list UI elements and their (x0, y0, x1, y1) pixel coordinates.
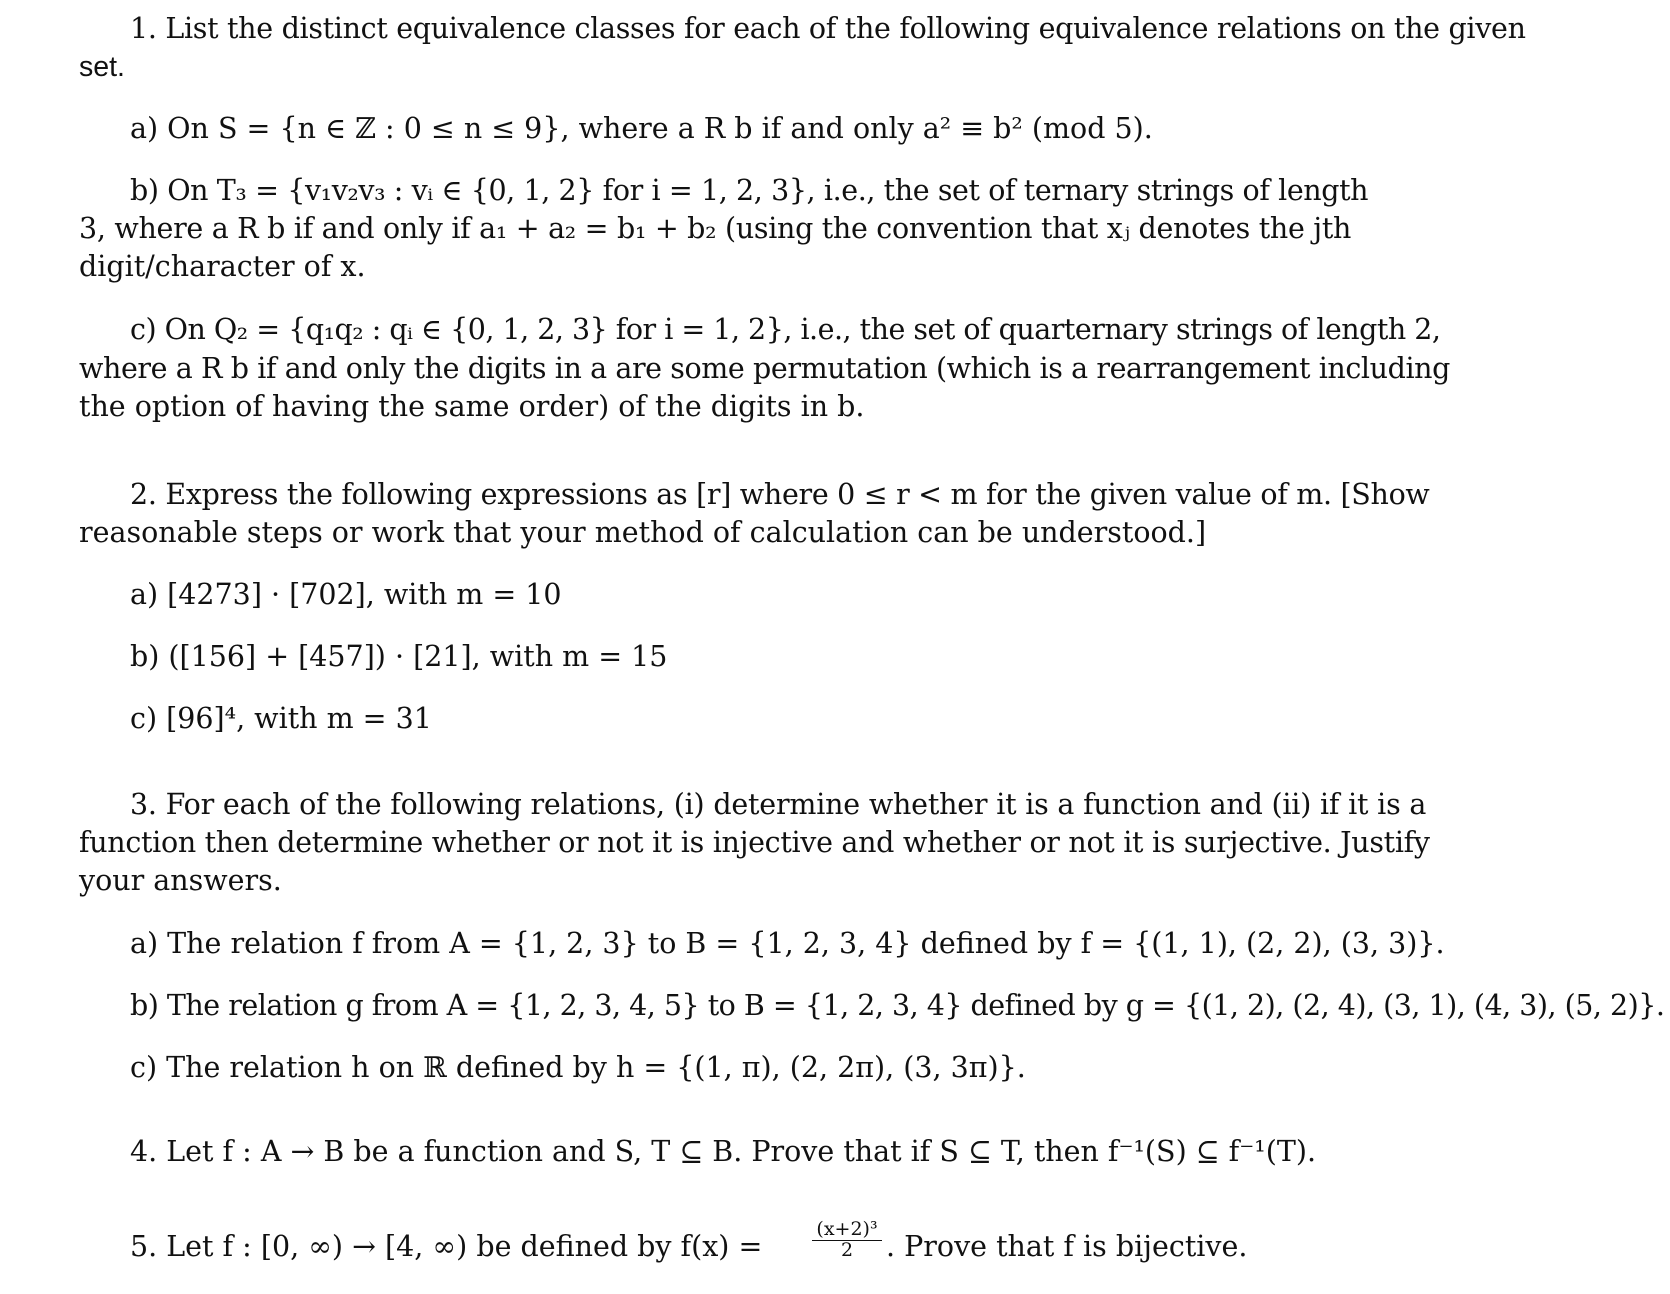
problem-1c-line1: c) On Q₂ = {q₁q₂ : qᵢ ∈ {0, 1, 2, 3} for i = 1, 2}, i.e., the set of quarternary strings of length 2, (130, 313, 1441, 346)
problem-1b-line1: b) On T₃ = {v₁v₂v₃ : vᵢ ∈ {0, 1, 2} for i = 1, 2, 3}, i.e., the set of ternary strings of length (130, 174, 1369, 207)
problem-4: 4. Let f : A → B be a function and S, T ⊆ B. Prove that if S ⊆ T, then f⁻¹(S) ⊆ f⁻¹(T). (130, 1135, 1317, 1168)
problem-1c-line2: where a R b if and only the digits in a are some permutation (which is a rearrangement including (79, 352, 1450, 385)
problem-5-text-after: . Prove that f is bijective. (886, 1230, 1248, 1263)
problem-2b: b) ([156] + [457]) · [21], with m = 15 (130, 640, 668, 673)
problem-2-intro-line1: 2. Express the following expressions as [r] where 0 ≤ r < m for the given value of m. [Show (130, 478, 1430, 511)
problem-5-fraction (812, 1220, 882, 1261)
problem-2c: c) [96]⁴, with m = 31 (130, 702, 432, 735)
problem-5-text-before: 5. Let f : [0, ∞) → [4, ∞) be defined by f(x) = (130, 1230, 763, 1263)
problem-3c: c) The relation h on ℝ defined by h = {(1, π), (2, 2π), (3, 3π)}. (130, 1051, 1026, 1084)
problem-3a: a) The relation f from A = {1, 2, 3} to B = {1, 2, 3, 4} defined by f = {(1, 1), (2, 2), (3, 3)}. (130, 927, 1445, 960)
problem-2a: a) [4273] · [702], with m = 10 (130, 578, 562, 611)
problem-3b: b) The relation g from A = {1, 2, 3, 4, 5} to B = {1, 2, 3, 4} defined by g = {(1, 2), (2, 4), (3, 1), (4, 3), (5, 2)}. (130, 989, 1665, 1022)
problem-2-intro-line2: reasonable steps or work that your method of calculation can be understood.] (79, 516, 1207, 549)
problem-1-intro-line2: set. (79, 51, 125, 83)
problem-3-intro-line3: your answers. (79, 864, 282, 897)
problem-1a: a) On S = {n ∈ ℤ : 0 ≤ n ≤ 9}, where a R b if and only a² ≡ b² (mod 5). (130, 112, 1153, 145)
problem-3-intro-line2: function then determine whether or not it is injective and whether or not it is surjective. Justify (79, 826, 1430, 859)
problem-1b-line2: 3, where a R b if and only if a₁ + a₂ = b₁ + b₂ (using the convention that xⱼ denotes the jth (79, 212, 1352, 245)
fraction-denominator: 2 (840, 1239, 854, 1261)
problem-1-intro-line1: 1. List the distinct equivalence classes for each of the following equivalence relations on the given (130, 12, 1526, 45)
problem-3-intro-line1: 3. For each of the following relations, (i) determine whether it is a function and (ii) if it is a (130, 788, 1427, 821)
fraction-numerator: (x+2)³ (812, 1220, 882, 1241)
problem-1c-line3: the option of having the same order) of the digits in b. (79, 390, 865, 423)
problem-1b-line3: digit/character of x. (79, 250, 366, 283)
